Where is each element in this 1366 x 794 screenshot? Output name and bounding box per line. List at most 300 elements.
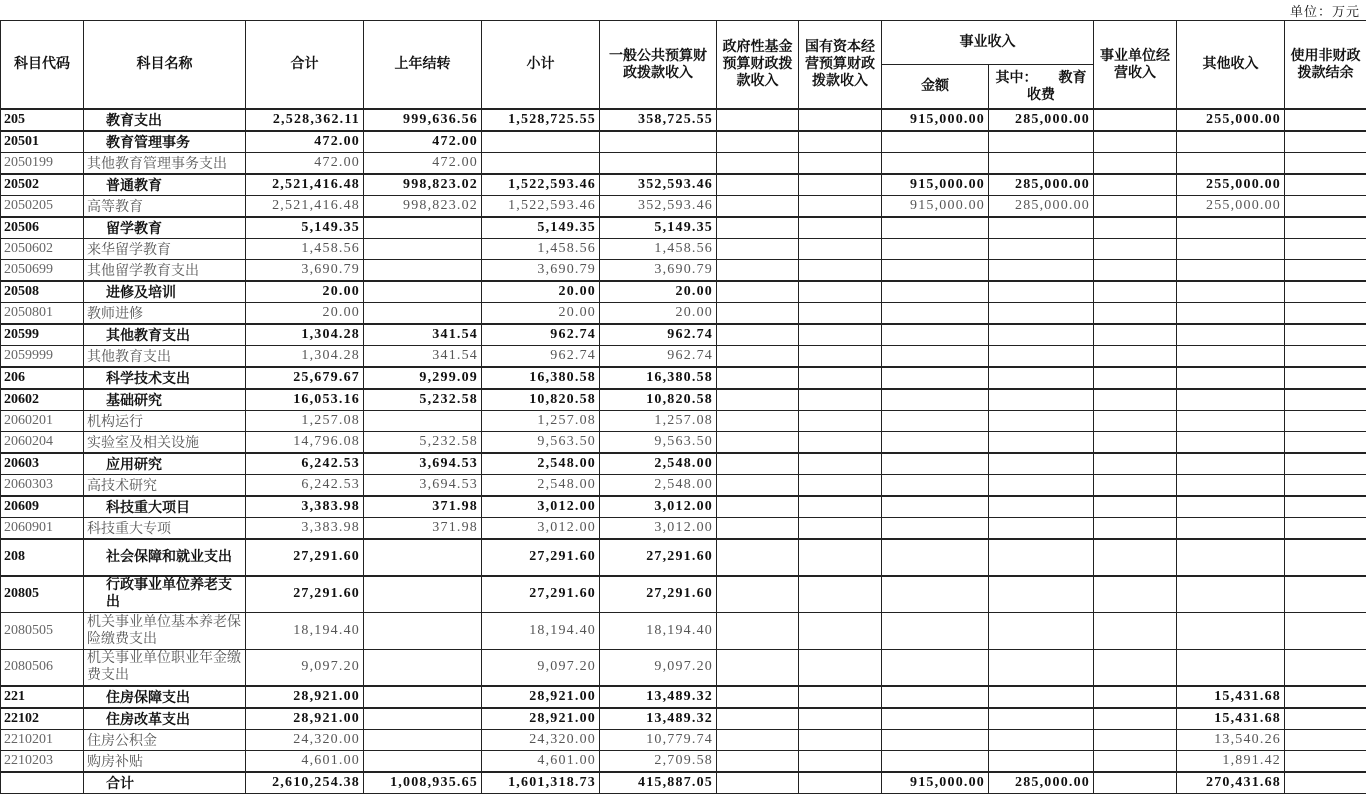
cell-value [1094, 453, 1177, 475]
cell-code: 2059999 [1, 346, 84, 368]
cell-value [1177, 453, 1285, 475]
cell-value: 2,521,416.48 [246, 174, 364, 196]
budget-table [0, 20, 1366, 794]
cell-code: 2060901 [1, 518, 84, 540]
cell-value [1094, 518, 1177, 540]
cell-value: 2,709.58 [600, 750, 717, 772]
cell-value [1094, 281, 1177, 303]
cell-value: 28,921.00 [482, 708, 600, 730]
cell-value [1094, 153, 1177, 175]
cell-value [1094, 367, 1177, 389]
cell-value [799, 217, 882, 239]
cell-value: 10,779.74 [600, 729, 717, 750]
cell-value [799, 686, 882, 708]
cell-value: 3,690.79 [482, 260, 600, 282]
cell-value: 998,823.02 [364, 174, 482, 196]
cell-value: 915,000.00 [882, 109, 989, 131]
cell-value: 1,458.56 [600, 239, 717, 260]
cell-value [989, 649, 1094, 686]
cell-value [1177, 576, 1285, 613]
cell-value: 962.74 [600, 346, 717, 368]
cell-value [1177, 539, 1285, 576]
table-row [1, 708, 1366, 730]
header-name: 科目名称 [84, 21, 246, 110]
cell-value [717, 750, 799, 772]
cell-value [799, 389, 882, 411]
cell-value [1285, 686, 1366, 708]
cell-value [799, 453, 882, 475]
cell-value [1177, 389, 1285, 411]
cell-value [1177, 281, 1285, 303]
cell-value [799, 281, 882, 303]
cell-value [1177, 303, 1285, 325]
cell-name: 其他教育支出 [84, 346, 246, 368]
cell-code: 2060303 [1, 475, 84, 497]
cell-value [799, 196, 882, 218]
cell-value: 16,380.58 [482, 367, 600, 389]
cell-value: 3,383.98 [246, 518, 364, 540]
cell-value [1285, 432, 1366, 454]
cell-value [799, 367, 882, 389]
cell-value: 341.54 [364, 324, 482, 346]
table-row [1, 174, 1366, 196]
cell-value [1177, 217, 1285, 239]
cell-value [364, 686, 482, 708]
cell-value [989, 260, 1094, 282]
cell-value: 18,194.40 [482, 612, 600, 649]
cell-value [799, 346, 882, 368]
table-row [1, 131, 1366, 153]
cell-value: 371.98 [364, 518, 482, 540]
cell-value: 5,149.35 [482, 217, 600, 239]
cell-name: 高技术研究 [84, 475, 246, 497]
cell-value [1285, 518, 1366, 540]
cell-value: 3,694.53 [364, 475, 482, 497]
cell-value: 28,921.00 [246, 708, 364, 730]
cell-value [882, 612, 989, 649]
cell-value: 15,431.68 [1177, 686, 1285, 708]
cell-code: 2210201 [1, 729, 84, 750]
cell-value [717, 389, 799, 411]
cell-value [799, 518, 882, 540]
cell-value: 5,232.58 [364, 389, 482, 411]
cell-name: 应用研究 [84, 453, 246, 475]
cell-value [989, 411, 1094, 432]
table-row [1, 518, 1366, 540]
cell-value: 20.00 [600, 281, 717, 303]
cell-code: 20508 [1, 281, 84, 303]
cell-value [1177, 260, 1285, 282]
cell-value: 20.00 [482, 303, 600, 325]
cell-code: 20609 [1, 496, 84, 518]
cell-value [1285, 196, 1366, 218]
cell-value [717, 649, 799, 686]
cell-value [989, 539, 1094, 576]
cell-value [882, 411, 989, 432]
cell-value: 2,610,254.38 [246, 772, 364, 794]
cell-value [1094, 750, 1177, 772]
cell-value: 18,194.40 [600, 612, 717, 649]
cell-value: 28,921.00 [246, 686, 364, 708]
table-row [1, 217, 1366, 239]
cell-code: 20501 [1, 131, 84, 153]
cell-value: 28,921.00 [482, 686, 600, 708]
cell-value [717, 174, 799, 196]
cell-value [799, 153, 882, 175]
table-row [1, 281, 1366, 303]
cell-name: 进修及培训 [84, 281, 246, 303]
cell-value [1285, 303, 1366, 325]
cell-value [989, 708, 1094, 730]
cell-value [799, 260, 882, 282]
cell-value [989, 367, 1094, 389]
cell-value: 999,636.56 [364, 109, 482, 131]
cell-value [1177, 649, 1285, 686]
cell-value [882, 131, 989, 153]
cell-value [1285, 281, 1366, 303]
cell-value: 4,601.00 [482, 750, 600, 772]
cell-name: 住房公积金 [84, 729, 246, 750]
cell-value: 24,320.00 [246, 729, 364, 750]
cell-value [364, 539, 482, 576]
cell-value [799, 131, 882, 153]
cell-value [882, 496, 989, 518]
cell-value [364, 303, 482, 325]
cell-value [882, 453, 989, 475]
cell-value: 962.74 [482, 346, 600, 368]
cell-name: 教育支出 [84, 109, 246, 131]
cell-value: 9,097.20 [482, 649, 600, 686]
cell-value: 371.98 [364, 496, 482, 518]
cell-value: 915,000.00 [882, 772, 989, 794]
cell-name: 高等教育 [84, 196, 246, 218]
cell-value [882, 475, 989, 497]
cell-value [1285, 131, 1366, 153]
cell-value [882, 346, 989, 368]
cell-value [364, 750, 482, 772]
cell-code: 20506 [1, 217, 84, 239]
cell-value: 27,291.60 [246, 539, 364, 576]
cell-value [1094, 496, 1177, 518]
cell-name: 其他留学教育支出 [84, 260, 246, 282]
cell-value [717, 367, 799, 389]
cell-code: 20599 [1, 324, 84, 346]
cell-value [1094, 708, 1177, 730]
cell-name: 科技重大项目 [84, 496, 246, 518]
cell-value [1094, 612, 1177, 649]
cell-value: 3,690.79 [600, 260, 717, 282]
table-row [1, 576, 1366, 613]
cell-value [1094, 411, 1177, 432]
cell-value [1177, 131, 1285, 153]
cell-value: 27,291.60 [482, 576, 600, 613]
cell-value [717, 475, 799, 497]
cell-value: 27,291.60 [600, 576, 717, 613]
cell-value: 415,887.05 [600, 772, 717, 794]
cell-value [1177, 153, 1285, 175]
cell-value [882, 389, 989, 411]
cell-value [364, 576, 482, 613]
cell-value [799, 649, 882, 686]
header-unit-operation: 事业单位经营收入 [1094, 21, 1177, 110]
cell-value [1285, 109, 1366, 131]
cell-value: 4,601.00 [246, 750, 364, 772]
cell-value [882, 729, 989, 750]
cell-code: 2050801 [1, 303, 84, 325]
header-gov-fund: 政府性基金预算财政拨款收入 [717, 21, 799, 110]
cell-value: 2,548.00 [482, 475, 600, 497]
cell-value [364, 649, 482, 686]
cell-value: 915,000.00 [882, 174, 989, 196]
cell-value [989, 239, 1094, 260]
cell-value [1094, 239, 1177, 260]
cell-code: 208 [1, 539, 84, 576]
cell-value [717, 496, 799, 518]
cell-value: 255,000.00 [1177, 196, 1285, 218]
cell-value [799, 612, 882, 649]
cell-value: 1,601,318.73 [482, 772, 600, 794]
cell-value [364, 281, 482, 303]
cell-value: 352,593.46 [600, 174, 717, 196]
cell-value [1285, 260, 1366, 282]
table-header [1, 21, 1366, 110]
cell-value [1177, 475, 1285, 497]
cell-value [882, 303, 989, 325]
cell-value: 1,458.56 [482, 239, 600, 260]
cell-value [1285, 239, 1366, 260]
cell-value: 16,053.16 [246, 389, 364, 411]
cell-code: 2060201 [1, 411, 84, 432]
cell-value: 1,458.56 [246, 239, 364, 260]
cell-value [717, 518, 799, 540]
cell-value [1094, 324, 1177, 346]
cell-value: 472.00 [364, 131, 482, 153]
cell-value [882, 518, 989, 540]
header-code: 科目代码 [1, 21, 84, 110]
cell-value [364, 411, 482, 432]
cell-value: 3,012.00 [482, 518, 600, 540]
cell-value: 255,000.00 [1177, 174, 1285, 196]
cell-value [600, 153, 717, 175]
cell-value: 5,149.35 [600, 217, 717, 239]
cell-value: 18,194.40 [246, 612, 364, 649]
cell-value [1094, 131, 1177, 153]
cell-value [717, 217, 799, 239]
cell-value [1177, 367, 1285, 389]
cell-value [882, 708, 989, 730]
cell-value [989, 453, 1094, 475]
table-row [1, 432, 1366, 454]
cell-value [799, 576, 882, 613]
cell-value [799, 239, 882, 260]
cell-value [717, 772, 799, 794]
cell-name: 留学教育 [84, 217, 246, 239]
cell-name: 机关事业单位基本养老保险缴费支出 [84, 612, 246, 649]
cell-name: 合计 [84, 772, 246, 794]
cell-code: 2050205 [1, 196, 84, 218]
cell-value: 1,522,593.46 [482, 196, 600, 218]
header-non-fiscal-surplus: 使用非财政拨款结余 [1285, 21, 1366, 110]
cell-value [799, 411, 882, 432]
cell-value [364, 708, 482, 730]
cell-code: 22102 [1, 708, 84, 730]
cell-value [1094, 389, 1177, 411]
cell-value: 6,242.53 [246, 453, 364, 475]
cell-value [717, 109, 799, 131]
cell-value [799, 303, 882, 325]
cell-value: 5,232.58 [364, 432, 482, 454]
cell-name: 购房补贴 [84, 750, 246, 772]
cell-value: 20.00 [246, 281, 364, 303]
cell-value [1094, 109, 1177, 131]
cell-value [799, 708, 882, 730]
cell-value [717, 153, 799, 175]
cell-value [882, 649, 989, 686]
cell-value [1094, 174, 1177, 196]
cell-value [717, 708, 799, 730]
cell-value: 3,690.79 [246, 260, 364, 282]
cell-value [717, 239, 799, 260]
cell-value: 1,304.28 [246, 324, 364, 346]
cell-value [1094, 539, 1177, 576]
cell-value: 472.00 [364, 153, 482, 175]
cell-code: 2080506 [1, 649, 84, 686]
cell-value: 2,521,416.48 [246, 196, 364, 218]
cell-code [1, 772, 84, 794]
cell-value: 285,000.00 [989, 174, 1094, 196]
cell-value [364, 260, 482, 282]
cell-name: 社会保障和就业支出 [84, 539, 246, 576]
cell-value [1285, 475, 1366, 497]
cell-name: 基础研究 [84, 389, 246, 411]
cell-value: 27,291.60 [246, 576, 364, 613]
table-row [1, 475, 1366, 497]
cell-value [482, 153, 600, 175]
table-row [1, 539, 1366, 576]
cell-value: 962.74 [482, 324, 600, 346]
cell-value [717, 411, 799, 432]
cell-value [882, 539, 989, 576]
cell-value [989, 576, 1094, 613]
cell-value: 285,000.00 [989, 196, 1094, 218]
cell-value [717, 260, 799, 282]
cell-value: 9,299.09 [364, 367, 482, 389]
cell-value: 15,431.68 [1177, 708, 1285, 730]
header-edu-fee: 其中： 教育收费 [989, 65, 1094, 110]
table-row [1, 496, 1366, 518]
cell-value [989, 281, 1094, 303]
cell-value: 9,563.50 [600, 432, 717, 454]
table-row [1, 260, 1366, 282]
cell-code: 20805 [1, 576, 84, 613]
cell-value: 10,820.58 [600, 389, 717, 411]
cell-value [1285, 750, 1366, 772]
cell-code: 20603 [1, 453, 84, 475]
cell-value [1285, 411, 1366, 432]
cell-value: 2,548.00 [482, 453, 600, 475]
cell-value: 6,242.53 [246, 475, 364, 497]
cell-value: 1,257.08 [246, 411, 364, 432]
cell-value: 255,000.00 [1177, 109, 1285, 131]
cell-value [717, 432, 799, 454]
cell-name: 科技重大专项 [84, 518, 246, 540]
cell-value [1094, 475, 1177, 497]
cell-value [1094, 346, 1177, 368]
cell-value: 3,694.53 [364, 453, 482, 475]
cell-name: 行政事业单位养老支出 [84, 576, 246, 613]
cell-value [799, 750, 882, 772]
cell-value: 285,000.00 [989, 109, 1094, 131]
cell-value [1285, 612, 1366, 649]
cell-value [1285, 453, 1366, 475]
cell-value [799, 772, 882, 794]
cell-name: 教师进修 [84, 303, 246, 325]
cell-code: 206 [1, 367, 84, 389]
table-row [1, 324, 1366, 346]
cell-value [799, 324, 882, 346]
cell-value: 1,257.08 [600, 411, 717, 432]
table-row [1, 729, 1366, 750]
cell-name: 来华留学教育 [84, 239, 246, 260]
cell-value [717, 576, 799, 613]
cell-value [989, 303, 1094, 325]
table-row [1, 346, 1366, 368]
cell-value [882, 281, 989, 303]
table-row [1, 196, 1366, 218]
header-state-capital: 国有资本经营预算财政拨款收入 [799, 21, 882, 110]
cell-value [989, 750, 1094, 772]
cell-value [989, 729, 1094, 750]
cell-value: 24,320.00 [482, 729, 600, 750]
cell-code: 2080505 [1, 612, 84, 649]
cell-value [1285, 772, 1366, 794]
cell-value: 3,383.98 [246, 496, 364, 518]
cell-value: 472.00 [246, 153, 364, 175]
cell-value [882, 153, 989, 175]
cell-value: 3,012.00 [600, 496, 717, 518]
cell-value [799, 539, 882, 576]
cell-value: 14,796.08 [246, 432, 364, 454]
cell-value [1177, 612, 1285, 649]
table-row [1, 453, 1366, 475]
cell-value: 2,548.00 [600, 475, 717, 497]
cell-code: 221 [1, 686, 84, 708]
cell-value [989, 475, 1094, 497]
table-row [1, 153, 1366, 175]
cell-value [1094, 432, 1177, 454]
header-carryover: 上年结转 [364, 21, 482, 110]
cell-value: 341.54 [364, 346, 482, 368]
cell-value [717, 612, 799, 649]
table-row [1, 649, 1366, 686]
cell-name: 机构运行 [84, 411, 246, 432]
cell-value: 472.00 [246, 131, 364, 153]
table-row [1, 109, 1366, 131]
cell-value: 285,000.00 [989, 772, 1094, 794]
cell-value [717, 131, 799, 153]
cell-value [364, 239, 482, 260]
cell-name: 其他教育支出 [84, 324, 246, 346]
cell-value [989, 346, 1094, 368]
cell-name: 住房改革支出 [84, 708, 246, 730]
cell-value [1094, 729, 1177, 750]
cell-value [1094, 260, 1177, 282]
cell-value [364, 217, 482, 239]
cell-value: 20.00 [246, 303, 364, 325]
table-row [1, 239, 1366, 260]
cell-name: 其他教育管理事务支出 [84, 153, 246, 175]
cell-value [717, 453, 799, 475]
